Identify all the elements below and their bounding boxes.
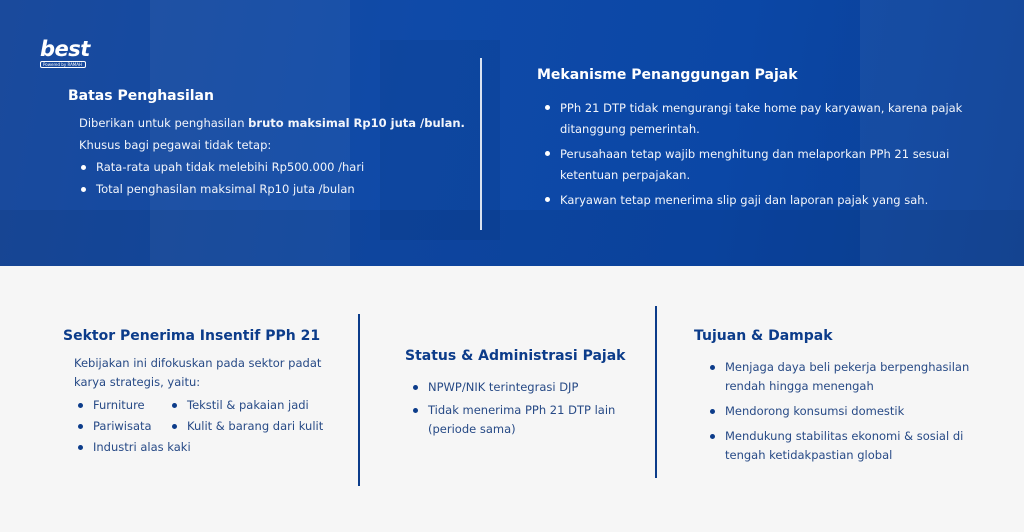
background-texture (0, 210, 1024, 266)
sektor-intro-line: Kebijakan ini difokuskan pada sektor padat (74, 356, 322, 370)
list-item: Kulit & barang dari kulit (187, 417, 323, 436)
list-item-line: ditanggung pemerintah. (560, 122, 700, 136)
tujuan-list (725, 358, 969, 465)
list-item-line: tengah ketidakpastian global (725, 448, 893, 462)
logo-word: best (40, 37, 90, 61)
best-logo (40, 38, 90, 68)
sektor-intro (74, 354, 321, 392)
bottom-panel (0, 266, 1024, 532)
tujuan-title: Tujuan & Dampak (694, 328, 833, 344)
sektor-title: Sektor Penerima Insentif PPh 21 (63, 328, 321, 344)
batas-title: Batas Penghasilan (68, 88, 214, 104)
list-item: Total penghasilan maksimal Rp10 juta /bulan (96, 180, 364, 199)
batas-intro-bold: bruto maksimal Rp10 juta /bulan. (248, 116, 465, 130)
list-item-line: Perusahaan tetap wajib menghitung dan melaporkan PPh 21 sesuai (560, 147, 950, 161)
list-item (725, 358, 969, 396)
list-item: Tekstil & pakaian jadi (187, 396, 323, 415)
list-item-line: Tidak menerima PPh 21 DTP lain (428, 403, 616, 417)
batas-intro (79, 114, 465, 133)
mekanisme-list (560, 98, 962, 211)
list-item-line: ketentuan perpajakan. (560, 168, 691, 182)
list-item: Mendorong konsumsi domestik (725, 402, 969, 421)
list-item (560, 98, 962, 140)
divider (358, 314, 360, 486)
list-item-line: rendah hingga menengah (725, 379, 874, 393)
batas-khusus: Khusus bagi pegawai tidak tetap: (79, 138, 272, 152)
divider (480, 58, 482, 230)
batas-intro-text: Diberikan untuk penghasilan (79, 116, 249, 130)
list-item: Rata-rata upah tidak melebihi Rp500.000 /hari (96, 158, 364, 177)
list-item-line: Menjaga daya beli pekerja berpenghasilan (725, 360, 970, 374)
list-item-line: Mendukung stabilitas ekonomi & sosial di (725, 429, 964, 443)
list-item: Furniture (93, 396, 191, 415)
sektor-list-2 (187, 396, 323, 436)
list-item: NPWP/NIK terintegrasi DJP (428, 378, 615, 397)
logo-tagline: Powered by RAMAH (40, 61, 86, 68)
list-item (428, 401, 615, 439)
status-list (428, 378, 615, 439)
list-item: Pariwisata (93, 417, 191, 436)
list-item (560, 144, 962, 186)
list-item-line: PPh 21 DTP tidak mengurangi take home pay karyawan, karena pajak (560, 101, 963, 115)
list-item-line: (periode sama) (428, 422, 516, 436)
status-title: Status & Administrasi Pajak (405, 348, 626, 364)
sektor-intro-line: karya strategis, yaitu: (74, 375, 201, 389)
divider (655, 306, 657, 478)
batas-list (96, 158, 364, 199)
mekanisme-title: Mekanisme Penanggungan Pajak (537, 67, 798, 83)
list-item: Karyawan tetap menerima slip gaji dan laporan pajak yang sah. (560, 190, 962, 211)
list-item: Industri alas kaki (93, 438, 191, 457)
list-item (725, 427, 969, 465)
